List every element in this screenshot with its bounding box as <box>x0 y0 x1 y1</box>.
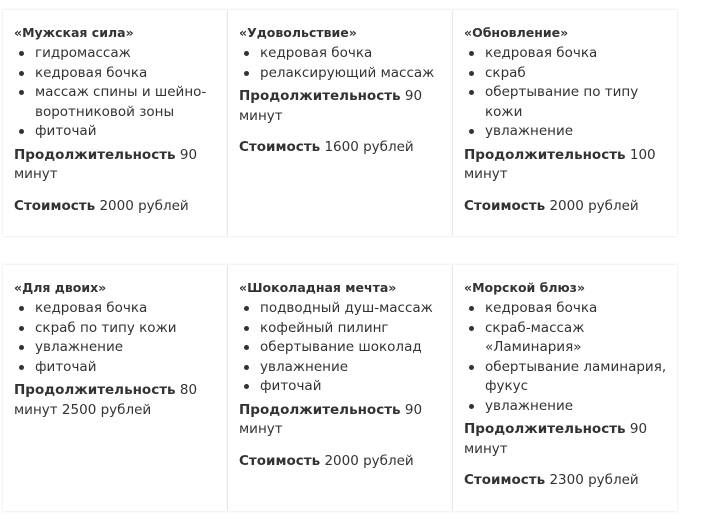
feature-list <box>239 299 442 397</box>
feature-text: обертывание ламинария, фукус <box>485 358 667 394</box>
feature-item <box>239 319 442 339</box>
duration-line <box>14 381 217 420</box>
cost-value: 1600 рублей <box>324 139 414 155</box>
package-card-morskoy-blyuz <box>453 265 677 511</box>
bullet-icon <box>244 326 249 331</box>
feature-item <box>14 338 217 358</box>
duration-value: 90 минут <box>464 421 648 457</box>
duration-value: 90 минут <box>239 401 423 437</box>
duration-label: Продолжительность <box>464 146 626 163</box>
cost-value: 2000 рублей <box>549 197 639 214</box>
bullet-icon <box>19 345 24 350</box>
duration-label: Продолжительность <box>239 401 401 418</box>
feature-list <box>14 299 217 377</box>
feature-item <box>464 83 667 122</box>
bullet-icon <box>19 129 24 134</box>
cost-line <box>464 471 667 491</box>
duration-line <box>239 401 442 440</box>
bullet-icon <box>469 365 474 370</box>
duration-value: 90 минут <box>14 146 198 182</box>
bullet-icon <box>19 51 24 56</box>
bullet-icon <box>469 129 474 134</box>
duration-line <box>239 87 442 126</box>
feature-item <box>464 64 667 84</box>
duration-line <box>14 146 217 185</box>
cost-label: Стоимость <box>14 197 96 214</box>
feature-item <box>239 358 442 378</box>
feature-text: массаж спины и шейно-воротниковой зоны <box>35 84 207 120</box>
feature-text: скраб <box>485 64 526 81</box>
feature-list <box>464 299 667 416</box>
feature-text: обертывание по типу кожи <box>485 84 639 120</box>
feature-item <box>14 319 217 339</box>
feature-text: кедровая бочка <box>35 64 148 81</box>
feature-text: скраб по типу кожи <box>35 319 177 336</box>
feature-item <box>14 299 217 319</box>
feature-item <box>464 122 667 142</box>
package-card-obnovlenie <box>453 10 677 236</box>
duration-label: Продолжительность <box>14 382 176 398</box>
bullet-icon <box>244 306 249 311</box>
feature-text: увлажнение <box>485 397 574 414</box>
feature-text: фиточай <box>35 123 97 139</box>
package-title: «Обновление» <box>464 25 569 40</box>
feature-text: кофейный пилинг <box>260 319 389 336</box>
feature-item <box>464 319 667 358</box>
cost-value: 2000 рублей <box>324 452 414 469</box>
cost-value: 2300 рублей <box>549 472 639 488</box>
feature-text: фиточай <box>260 378 322 394</box>
duration-label: Продолжительность <box>464 421 626 437</box>
bullet-icon <box>244 71 249 76</box>
feature-text: кедровая бочка <box>35 300 148 316</box>
feature-item <box>239 64 442 84</box>
package-card-dlya-dvoih <box>3 265 227 511</box>
feature-text: увлажнение <box>35 339 124 355</box>
duration-line <box>464 146 667 185</box>
duration-line <box>464 420 667 459</box>
feature-text: кедровая бочка <box>260 45 373 61</box>
feature-list <box>14 44 217 142</box>
feature-text: подводный душ-массаж <box>260 300 433 316</box>
cost-line <box>239 452 442 472</box>
feature-text: увлажнение <box>485 123 574 139</box>
bullet-icon <box>469 326 474 331</box>
bullet-icon <box>244 384 249 389</box>
bullet-icon <box>469 306 474 311</box>
cost-line <box>14 197 217 217</box>
feature-item <box>239 299 442 319</box>
package-card-shokoladnaya-mechta <box>228 265 452 511</box>
cost-line <box>239 138 442 158</box>
feature-text: обертывание шоколад <box>260 339 422 355</box>
feature-list <box>239 44 442 83</box>
bullet-icon <box>19 365 24 370</box>
feature-item <box>239 377 442 397</box>
feature-item <box>239 44 442 64</box>
feature-item <box>14 83 217 122</box>
cost-label: Стоимость <box>464 197 546 214</box>
feature-item <box>14 122 217 142</box>
feature-item <box>464 299 667 319</box>
cost-value: 2000 рублей <box>99 197 189 214</box>
bullet-icon <box>19 326 24 331</box>
bullet-icon <box>244 365 249 370</box>
bullet-icon <box>469 90 474 95</box>
feature-item <box>239 338 442 358</box>
bullet-icon <box>19 306 24 311</box>
bullet-icon <box>469 71 474 76</box>
package-title: «Для двоих» <box>14 280 107 295</box>
feature-item <box>14 358 217 378</box>
package-title: «Удовольствие» <box>239 25 357 40</box>
cost-label: Стоимость <box>239 139 321 155</box>
feature-text: гидромассаж <box>35 45 131 61</box>
feature-text: релаксирующий массаж <box>260 64 435 81</box>
duration-label: Продолжительность <box>239 88 401 104</box>
cost-line <box>464 197 667 217</box>
bullet-icon <box>244 345 249 350</box>
feature-text: кедровая бочка <box>485 45 598 61</box>
bullet-icon <box>244 51 249 56</box>
package-card-udovolstvie <box>228 10 452 236</box>
duration-value: 80 минут 2500 рублей <box>14 382 198 418</box>
bullet-icon <box>19 90 24 95</box>
bullet-icon <box>19 71 24 76</box>
duration-label: Продолжительность <box>14 146 176 163</box>
feature-text: увлажнение <box>260 358 349 375</box>
cost-label: Стоимость <box>239 452 321 469</box>
feature-item <box>14 44 217 64</box>
package-title: «Шоколадная мечта» <box>239 280 397 295</box>
feature-text: кедровая бочка <box>485 300 598 316</box>
feature-list <box>464 44 667 142</box>
duration-value: 90 минут <box>239 88 423 124</box>
feature-text: фиточай <box>35 358 97 375</box>
duration-value: 100 минут <box>464 146 656 182</box>
feature-item <box>14 64 217 84</box>
feature-item <box>464 397 667 417</box>
bullet-icon <box>469 51 474 56</box>
cost-label: Стоимость <box>464 472 546 488</box>
feature-item <box>464 358 667 397</box>
feature-text: скраб-массаж «Ламинария» <box>485 319 585 355</box>
bullet-icon <box>469 404 474 409</box>
package-title: «Морской блюз» <box>464 280 586 295</box>
feature-item <box>464 44 667 64</box>
package-card-muzhskaya-sila <box>3 10 227 236</box>
package-title: «Мужская сила» <box>14 25 134 40</box>
